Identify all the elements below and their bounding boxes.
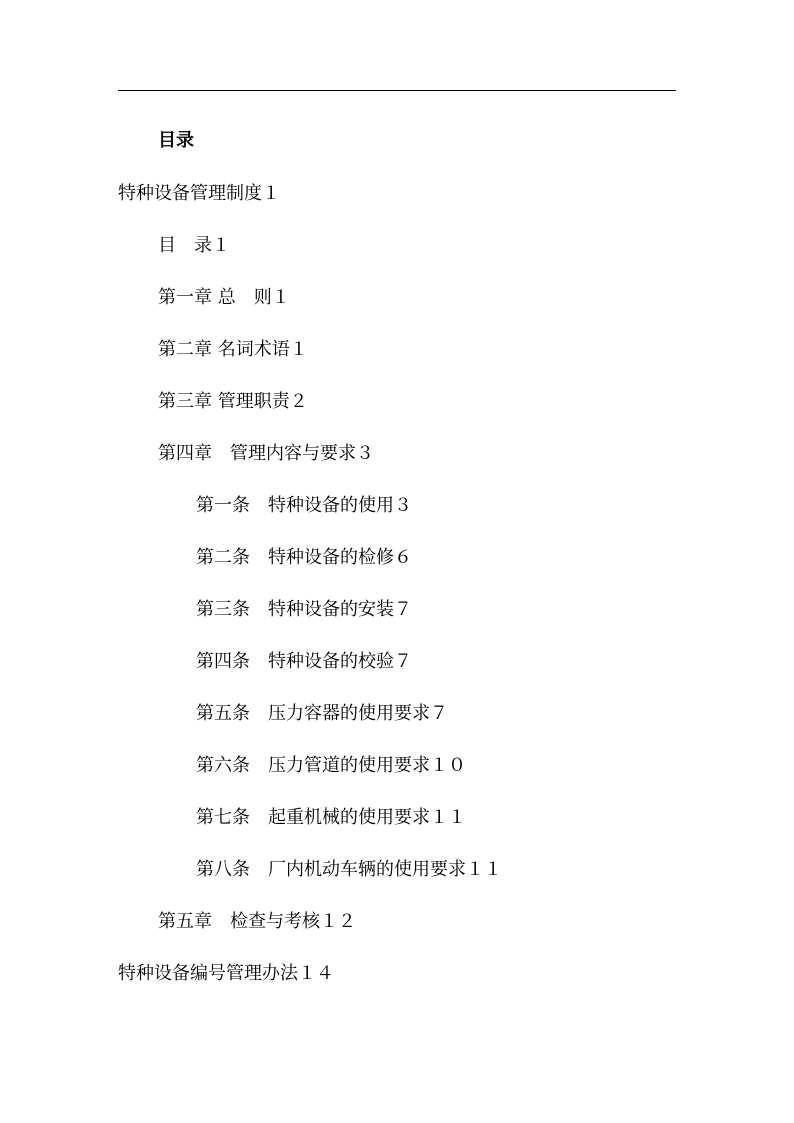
toc-entry-article-2[interactable]: 第二条 特种设备的检修６ xyxy=(196,547,412,568)
toc-entry-article-1[interactable]: 第一条 特种设备的使用３ xyxy=(196,495,412,516)
toc-entry-article-6[interactable]: 第六条 压力管道的使用要求１０ xyxy=(196,755,466,776)
toc-entry-numbering-method[interactable]: 特种设备编号管理办法１４ xyxy=(118,963,334,984)
header-rule xyxy=(118,90,676,91)
toc-entry-article-3[interactable]: 第三条 特种设备的安装７ xyxy=(196,599,412,620)
toc-entry-chapter-2[interactable]: 第二章 名词术语１ xyxy=(158,339,308,360)
toc-entry-chapter-3[interactable]: 第三章 管理职责２ xyxy=(158,391,308,412)
toc-entry-chapter-4[interactable]: 第四章 管理内容与要求３ xyxy=(158,443,374,464)
toc-entry-article-4[interactable]: 第四条 特种设备的校验７ xyxy=(196,651,412,672)
toc-entry-chapter-5[interactable]: 第五章 检查与考核１２ xyxy=(158,911,356,932)
toc-entry-article-5[interactable]: 第五条 压力容器的使用要求７ xyxy=(196,703,448,724)
toc-entry-special-equipment-system[interactable]: 特种设备管理制度１ xyxy=(118,183,280,204)
toc-title: 目录 xyxy=(158,130,194,151)
toc-entry-article-8[interactable]: 第八条 厂内机动车辆的使用要求１１ xyxy=(196,859,502,880)
toc-entry-chapter-1[interactable]: 第一章 总 则１ xyxy=(158,287,290,308)
toc-entry-article-7[interactable]: 第七条 起重机械的使用要求１１ xyxy=(196,807,466,828)
toc-entry-contents[interactable]: 目 录１ xyxy=(158,235,230,256)
